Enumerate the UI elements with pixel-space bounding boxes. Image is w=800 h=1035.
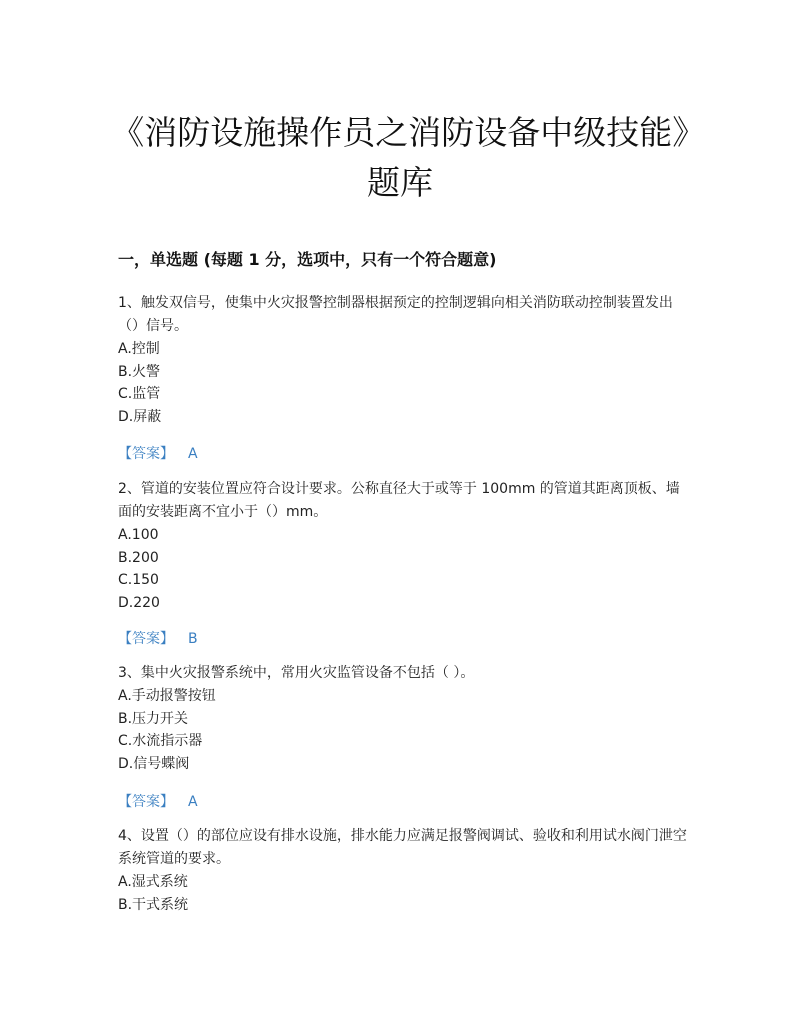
option-d: D.屏蔽 <box>118 408 162 425</box>
question-2 <box>118 478 688 614</box>
section-heading: 一，单选题 (每题 1 分，选项中，只有一个符合题意) <box>118 250 497 269</box>
option-c: C.150 <box>118 572 159 588</box>
option-a: A.湿式系统 <box>118 874 188 890</box>
answer-label: 【答案】 <box>118 794 174 810</box>
answer-label: 【答案】 <box>118 631 174 647</box>
option-a: A.手动报警按钮 <box>118 688 216 704</box>
option-a: A.控制 <box>118 341 160 357</box>
question-3 <box>118 662 688 775</box>
answer-value: A <box>188 446 198 462</box>
option-b: B.火警 <box>118 363 161 380</box>
question-text: 4、设置（）的部位应设有排水设施，排水能力应满足报警阀调试、验收和利用试水阀门泄空系统管道的要求。 <box>118 828 687 867</box>
option-a: A.100 <box>118 527 159 543</box>
document-title: 《消防设施操作员之消防设备中级技能》题库 <box>111 113 689 202</box>
answer-label: 【答案】 <box>118 446 174 462</box>
answer-value: B <box>188 631 198 647</box>
option-c: C.水流指示器 <box>118 733 203 749</box>
answer-3 <box>118 791 198 811</box>
answer-2 <box>118 628 198 648</box>
question-4 <box>118 825 688 916</box>
option-c: C.监管 <box>118 386 161 402</box>
question-text: 1、触发双信号，使集中火灾报警控制器根据预定的控制逻辑向相关消防联动控制装置发出（）信号。 <box>118 295 673 334</box>
question-text: 3、集中火灾报警系统中，常用火灾监管设备不包括（ ）。 <box>118 665 475 681</box>
option-b: B.200 <box>118 549 159 566</box>
option-b: B.压力开关 <box>118 710 189 727</box>
option-b: B.干式系统 <box>118 896 189 913</box>
question-text: 2、管道的安装位置应符合设计要求。公称直径大于或等于 100mm 的管道其距离顶板、墙面的安装距离不宜小于（）mm。 <box>118 481 680 520</box>
answer-value: A <box>188 794 198 810</box>
option-d: D.220 <box>118 594 160 611</box>
question-1 <box>118 292 688 428</box>
answer-1 <box>118 443 198 463</box>
option-d: D.信号蝶阀 <box>118 755 190 772</box>
